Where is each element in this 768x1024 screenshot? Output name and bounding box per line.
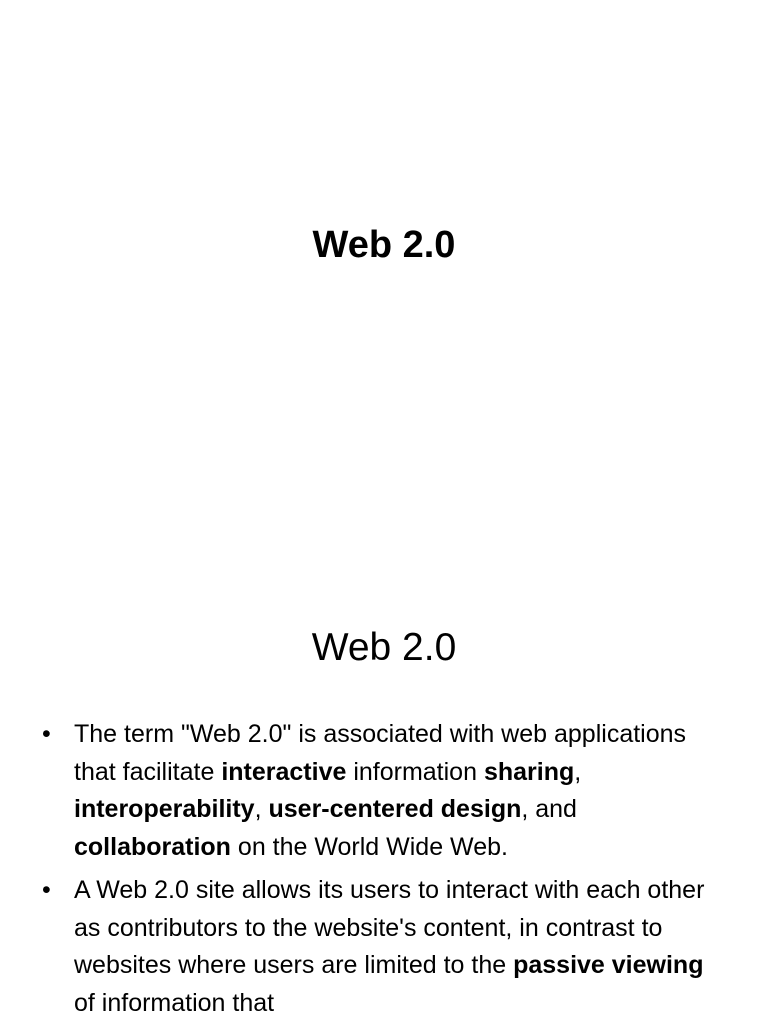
bullet-item xyxy=(40,716,720,866)
bullet-list xyxy=(40,716,720,1024)
text-run: information xyxy=(346,757,484,786)
slide-2-title: Web 2.0 xyxy=(311,626,457,669)
bold-term: passive viewing xyxy=(513,951,704,979)
bold-term: user-centered design xyxy=(268,795,522,823)
bold-term: sharing xyxy=(483,757,575,786)
bullet-dot-icon: • xyxy=(42,876,51,904)
slide-1-title: Web 2.0 xyxy=(312,224,456,266)
bullet-dot-icon: • xyxy=(42,720,51,748)
bold-term: interoperability xyxy=(74,795,255,823)
text-run: , xyxy=(574,757,582,786)
text-run: A Web 2.0 site allows its users to interact with each other as contributors to the website's content, in contrast to websites where users are limited to the xyxy=(74,876,705,979)
text-run: The term "Web 2.0" is associated with web applications that facilitate xyxy=(74,720,687,786)
text-run: , and xyxy=(521,795,577,823)
bold-term: collaboration xyxy=(74,832,231,861)
slide-2 xyxy=(0,512,768,1024)
bullet-text xyxy=(74,876,704,1017)
text-run: of information that xyxy=(74,988,275,1017)
text-run: on the World Wide Web. xyxy=(230,832,508,861)
bold-term: interactive xyxy=(221,757,347,786)
text-run: , xyxy=(254,795,269,823)
bullet-item xyxy=(40,872,720,1022)
bullet-text xyxy=(74,720,686,861)
